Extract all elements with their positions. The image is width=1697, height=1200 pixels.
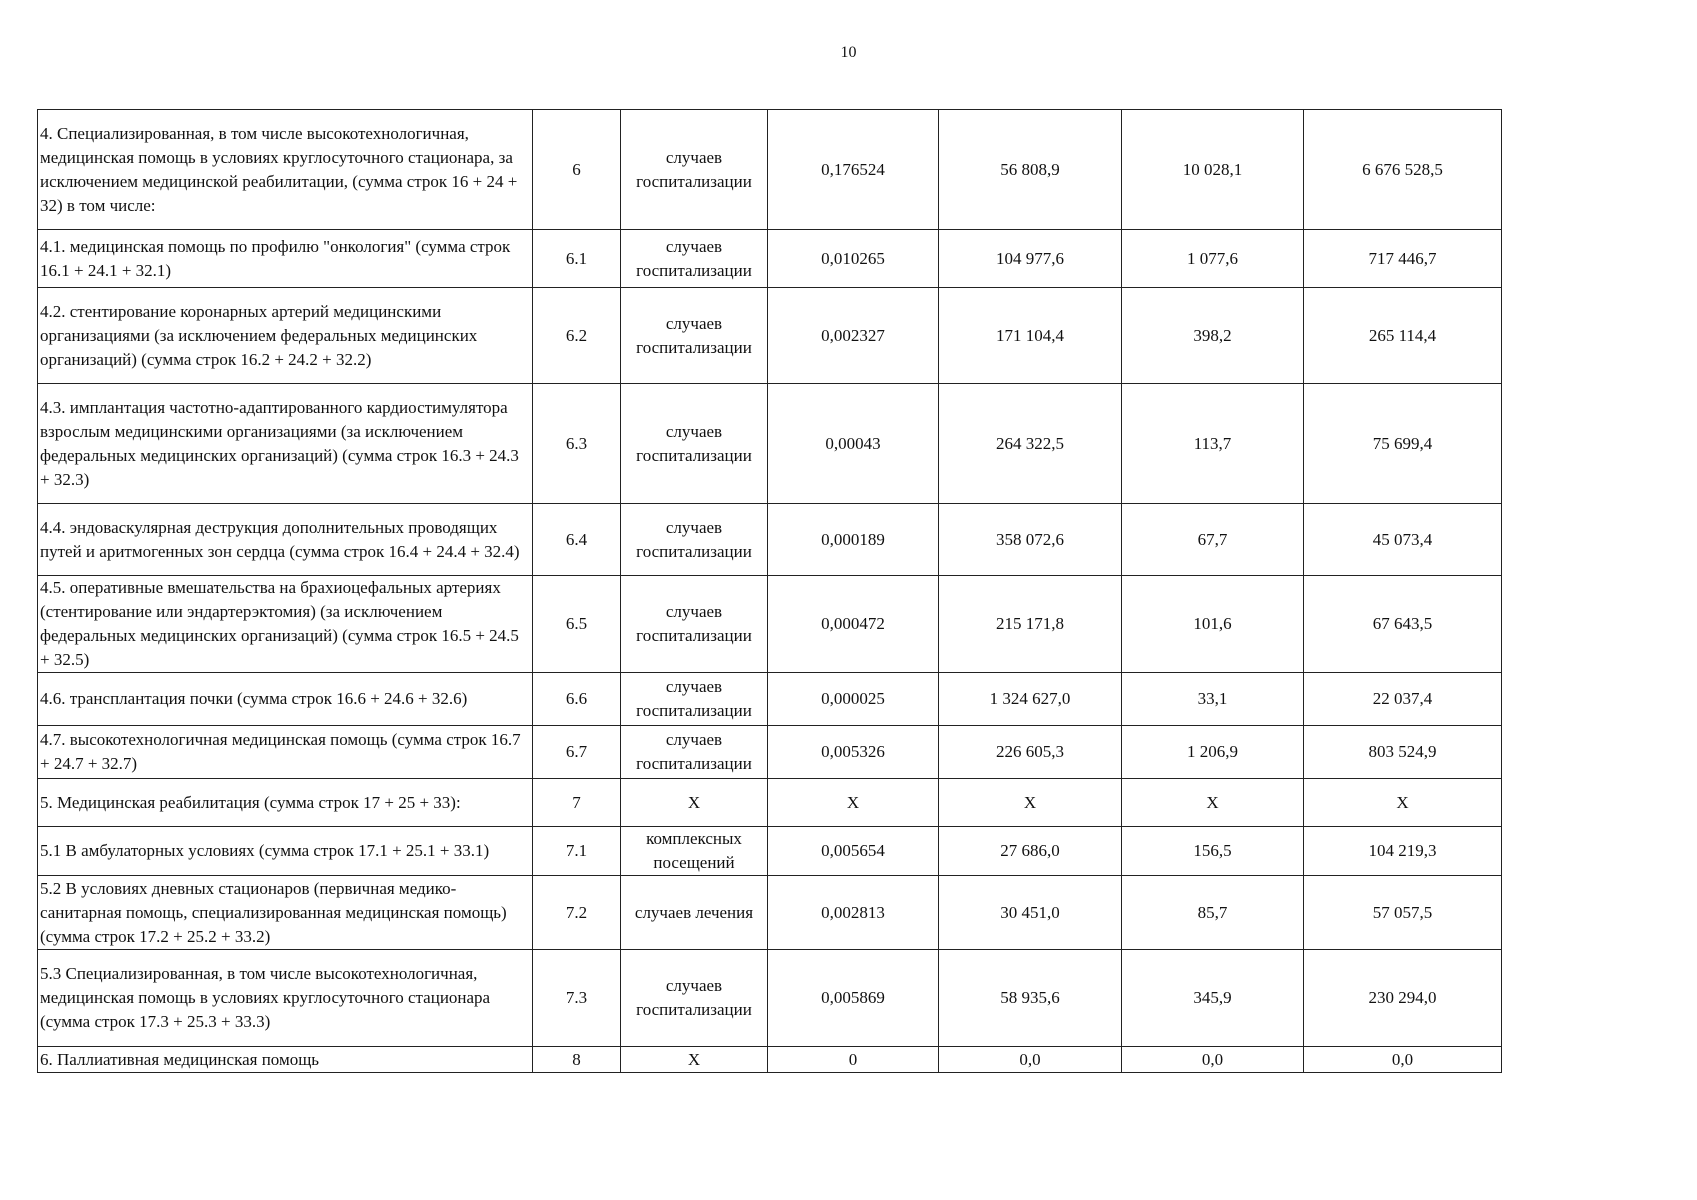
row-rate: 0,002813: [768, 876, 939, 950]
row-code: 6.4: [533, 504, 621, 576]
row-cost: 30 451,0: [939, 876, 1122, 950]
table-row: [38, 673, 1502, 726]
row-rate: 0,005654: [768, 827, 939, 876]
row-code: 7: [533, 779, 621, 827]
row-per-capita: 1 206,9: [1122, 726, 1304, 779]
row-total: 0,0: [1304, 1047, 1502, 1073]
table-row: [38, 827, 1502, 876]
row-total: 803 524,9: [1304, 726, 1502, 779]
row-cost: 215 171,8: [939, 576, 1122, 673]
row-unit: случаев госпитализации: [621, 384, 768, 504]
page-number: 10: [840, 44, 857, 61]
row-cost: 226 605,3: [939, 726, 1122, 779]
row-total: 22 037,4: [1304, 673, 1502, 726]
row-unit: случаев госпитализации: [621, 230, 768, 288]
row-total: 57 057,5: [1304, 876, 1502, 950]
row-total: 104 219,3: [1304, 827, 1502, 876]
row-cost: 56 808,9: [939, 110, 1122, 230]
row-total: 6 676 528,5: [1304, 110, 1502, 230]
row-per-capita: 10 028,1: [1122, 110, 1304, 230]
row-total: 67 643,5: [1304, 576, 1502, 673]
row-name: 5.1 В амбулаторных условиях (сумма строк 17.1 + 25.1 + 33.1): [38, 827, 533, 876]
row-cost: 27 686,0: [939, 827, 1122, 876]
row-unit: случаев лечения: [621, 876, 768, 950]
row-cost: 264 322,5: [939, 384, 1122, 504]
row-name: 4. Специализированная, в том числе высокотехнологичная, медицинская помощь в условиях круглосуточного стационара, за исключением медицинской реабилитации, (сумма строк 16 + 24 + 32) в том числе:: [38, 110, 533, 230]
table-row: [38, 288, 1502, 384]
table-row: [38, 726, 1502, 779]
row-name: 4.2. стентирование коронарных артерий медицинскими организациями (за исключением федеральных медицинских организаций) (сумма строк 16.2 + 24.2 + 32.2): [38, 288, 533, 384]
row-per-capita: 156,5: [1122, 827, 1304, 876]
row-unit: случаев госпитализации: [621, 726, 768, 779]
table-row: [38, 384, 1502, 504]
row-per-capita: 101,6: [1122, 576, 1304, 673]
row-per-capita: 345,9: [1122, 950, 1304, 1047]
row-code: 6.2: [533, 288, 621, 384]
data-table: [37, 109, 1502, 1073]
row-per-capita: 67,7: [1122, 504, 1304, 576]
table-row: [38, 504, 1502, 576]
row-cost: 104 977,6: [939, 230, 1122, 288]
row-total: 265 114,4: [1304, 288, 1502, 384]
row-cost: 0,0: [939, 1047, 1122, 1073]
row-rate: 0,002327: [768, 288, 939, 384]
row-code: 7.3: [533, 950, 621, 1047]
row-cost: 1 324 627,0: [939, 673, 1122, 726]
row-total: 230 294,0: [1304, 950, 1502, 1047]
table-row: [38, 1047, 1502, 1073]
table-row: [38, 876, 1502, 950]
row-cost: 58 935,6: [939, 950, 1122, 1047]
table-row: [38, 110, 1502, 230]
row-unit: комплексных посещений: [621, 827, 768, 876]
row-code: 6.5: [533, 576, 621, 673]
table-row: [38, 779, 1502, 827]
row-name: 5. Медицинская реабилитация (сумма строк 17 + 25 + 33):: [38, 779, 533, 827]
row-name: 5.2 В условиях дневных стационаров (первичная медико-санитарная помощь, специализированная медицинская помощь) (сумма строк 17.2 + 25.2 + 33.2): [38, 876, 533, 950]
row-rate: 0,005869: [768, 950, 939, 1047]
row-per-capita: 1 077,6: [1122, 230, 1304, 288]
row-code: 7.2: [533, 876, 621, 950]
row-unit: Х: [621, 779, 768, 827]
row-cost: 171 104,4: [939, 288, 1122, 384]
row-rate: 0,000472: [768, 576, 939, 673]
row-total: Х: [1304, 779, 1502, 827]
row-name: 6. Паллиативная медицинская помощь: [38, 1047, 533, 1073]
row-code: 6.7: [533, 726, 621, 779]
row-unit: случаев госпитализации: [621, 110, 768, 230]
row-total: 45 073,4: [1304, 504, 1502, 576]
row-unit: случаев госпитализации: [621, 504, 768, 576]
row-cost: 358 072,6: [939, 504, 1122, 576]
row-code: 6: [533, 110, 621, 230]
row-rate: 0,176524: [768, 110, 939, 230]
row-code: 6.6: [533, 673, 621, 726]
row-code: 7.1: [533, 827, 621, 876]
row-per-capita: Х: [1122, 779, 1304, 827]
row-per-capita: 113,7: [1122, 384, 1304, 504]
row-rate: 0,000025: [768, 673, 939, 726]
row-code: 6.3: [533, 384, 621, 504]
row-rate: Х: [768, 779, 939, 827]
row-cost: Х: [939, 779, 1122, 827]
row-unit: случаев госпитализации: [621, 288, 768, 384]
row-name: 4.6. трансплантация почки (сумма строк 16.6 + 24.6 + 32.6): [38, 673, 533, 726]
table-body: [38, 110, 1502, 1073]
row-total: 75 699,4: [1304, 384, 1502, 504]
table-row: [38, 576, 1502, 673]
row-code: 6.1: [533, 230, 621, 288]
row-name: 4.4. эндоваскулярная деструкция дополнительных проводящих путей и аритмогенных зон сердца (сумма строк 16.4 + 24.4 + 32.4): [38, 504, 533, 576]
row-name: 4.5. оперативные вмешательства на брахиоцефальных артериях (стентирование или эндартерэктомия) (за исключением федеральных медицинских организаций) (сумма строк 16.5 + 24.5 + 32.5): [38, 576, 533, 673]
row-unit: случаев госпитализации: [621, 950, 768, 1047]
row-rate: 0,010265: [768, 230, 939, 288]
row-name: 5.3 Специализированная, в том числе высокотехнологичная, медицинская помощь в условиях круглосуточного стационара (сумма строк 17.3 + 25.3 + 33.3): [38, 950, 533, 1047]
row-unit: случаев госпитализации: [621, 673, 768, 726]
row-rate: 0: [768, 1047, 939, 1073]
row-rate: 0,005326: [768, 726, 939, 779]
row-unit: случаев госпитализации: [621, 576, 768, 673]
row-code: 8: [533, 1047, 621, 1073]
row-rate: 0,000189: [768, 504, 939, 576]
row-name: 4.1. медицинская помощь по профилю "онкология" (сумма строк 16.1 + 24.1 + 32.1): [38, 230, 533, 288]
row-unit: Х: [621, 1047, 768, 1073]
row-per-capita: 398,2: [1122, 288, 1304, 384]
row-name: 4.3. имплантация частотно-адаптированного кардиостимулятора взрослым медицинскими организациями (за исключением федеральных медицинских организаций) (сумма строк 16.3 + 24.3 + 32.3): [38, 384, 533, 504]
row-total: 717 446,7: [1304, 230, 1502, 288]
row-per-capita: 85,7: [1122, 876, 1304, 950]
table-row: [38, 950, 1502, 1047]
row-per-capita: 33,1: [1122, 673, 1304, 726]
row-per-capita: 0,0: [1122, 1047, 1304, 1073]
row-name: 4.7. высокотехнологичная медицинская помощь (сумма строк 16.7 + 24.7 + 32.7): [38, 726, 533, 779]
table-row: [38, 230, 1502, 288]
row-rate: 0,00043: [768, 384, 939, 504]
